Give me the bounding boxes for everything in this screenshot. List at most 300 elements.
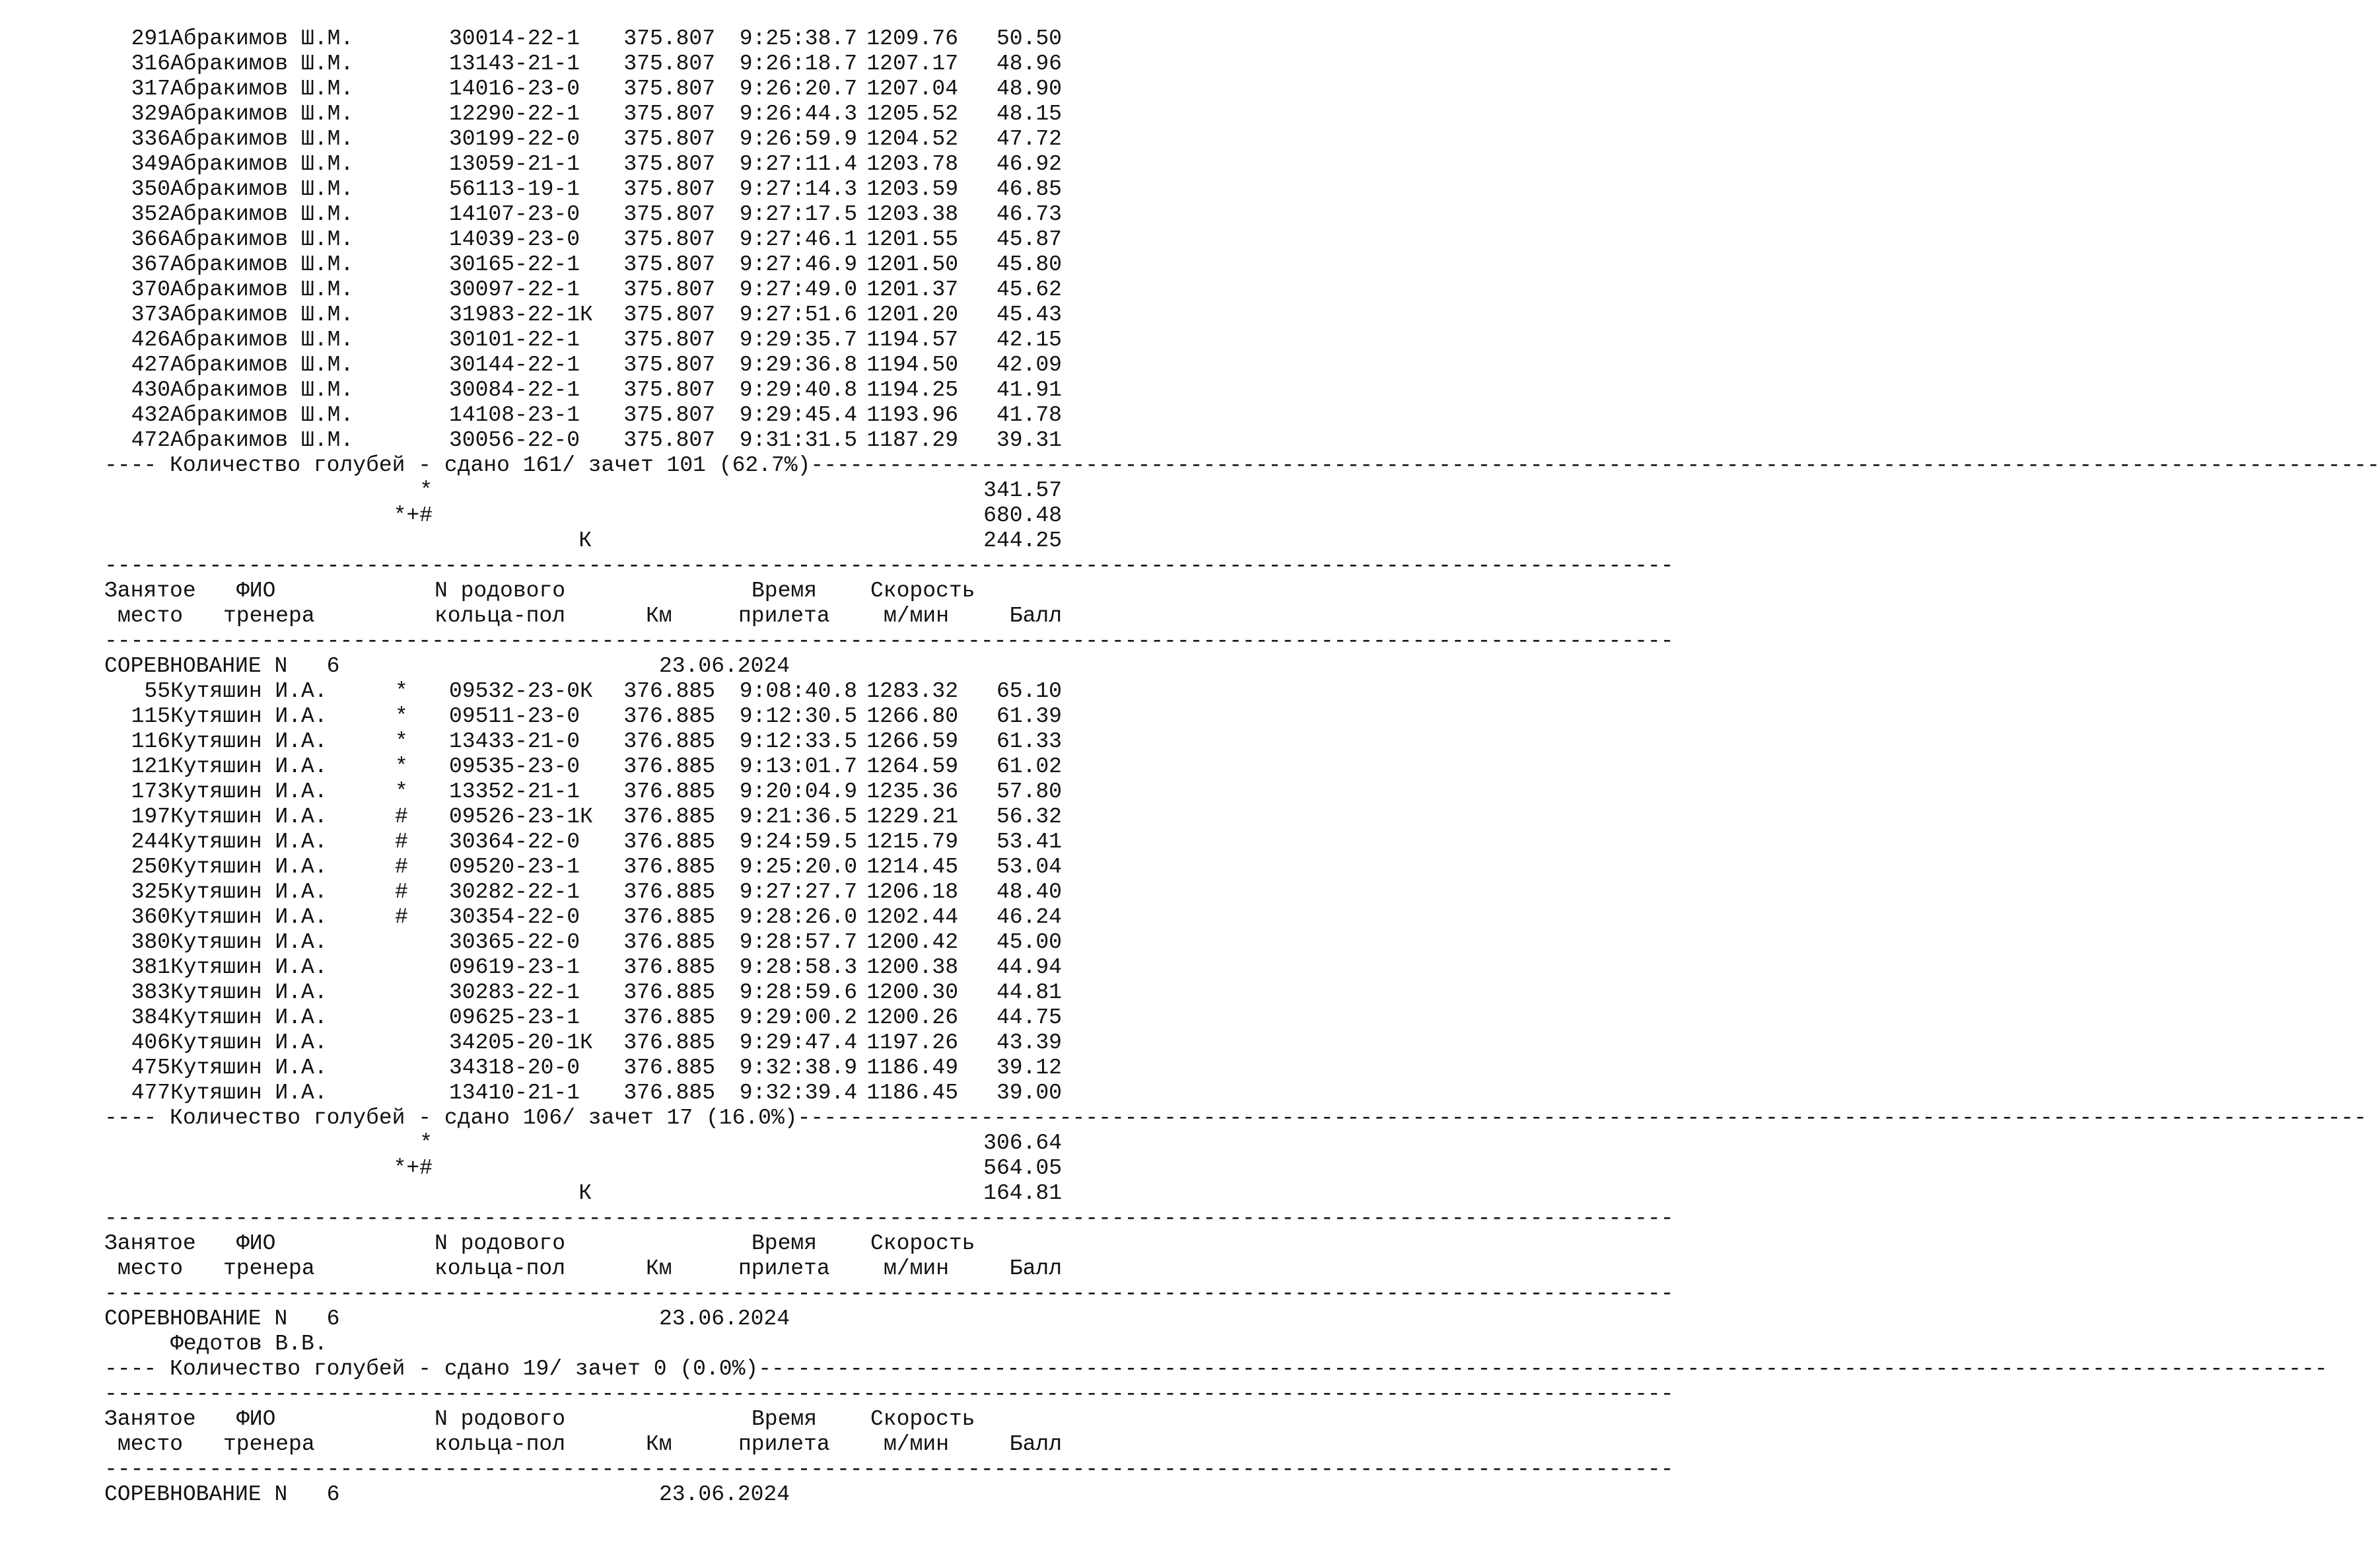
place-cell: 55 — [144, 679, 170, 703]
trainer-name-cell: Абракимов Ш.М. — [170, 152, 354, 176]
separator-dashes: ------------------------------------------------------------------------------------------------------------------------ — [104, 1457, 1674, 1482]
arrival-time-cell: 9:12:30.5 — [739, 704, 857, 729]
score-cell: 44.94 — [996, 955, 1062, 980]
speed-cell: 1214.45 — [866, 855, 958, 879]
header-ring-2: кольца-пол — [435, 1256, 566, 1281]
km-cell: 376.885 — [623, 905, 715, 929]
km-cell: 375.807 — [623, 378, 715, 402]
place-cell: 360 — [131, 905, 170, 929]
result-row — [104, 52, 1062, 77]
header-ring: N родового — [435, 579, 566, 603]
separator-line — [104, 554, 1674, 579]
totals-row — [104, 1181, 1062, 1206]
column-header-row-1 — [104, 579, 1062, 604]
ring-cell: 13410-21-1 — [449, 1081, 580, 1105]
place-cell: 381 — [131, 955, 170, 980]
km-cell: 375.807 — [623, 177, 715, 201]
km-cell: 375.807 — [623, 127, 715, 151]
trainer-name-cell: Кутяшин И.А. — [170, 880, 328, 904]
place-cell: 370 — [131, 277, 170, 302]
score-cell: 41.91 — [996, 378, 1062, 402]
trainer-name-cell: Кутяшин И.А. — [170, 704, 328, 729]
ring-cell: 13352-21-1 — [449, 779, 580, 804]
place-cell: 121 — [131, 754, 170, 779]
header-place-2: место — [118, 1256, 184, 1281]
score-cell: 41.78 — [996, 403, 1062, 427]
arrival-time-cell: 9:25:20.0 — [739, 855, 857, 879]
result-row — [104, 830, 1062, 855]
mark-cell: # — [395, 805, 408, 829]
speed-cell: 1197.26 — [866, 1030, 958, 1055]
header-time: Время — [752, 1231, 818, 1256]
km-cell: 376.885 — [623, 1056, 715, 1080]
km-cell: 376.885 — [623, 930, 715, 954]
header-time: Время — [752, 1407, 818, 1431]
speed-cell: 1203.59 — [866, 177, 958, 201]
result-row — [104, 102, 1062, 127]
header-time: Время — [752, 579, 818, 603]
column-header-row-2 — [104, 604, 1062, 629]
km-cell: 376.885 — [623, 1030, 715, 1055]
place-cell: 349 — [131, 152, 170, 176]
result-row — [104, 1056, 1062, 1081]
separator-dashes: ------------------------------------------------------------------------------------------------------------------------ — [104, 1206, 1674, 1231]
trainer-name-cell: Абракимов Ш.М. — [170, 177, 354, 201]
speed-cell: 1205.52 — [866, 102, 958, 126]
separator-line — [104, 1206, 1674, 1231]
km-cell: 375.807 — [623, 77, 715, 101]
speed-cell: 1200.26 — [866, 1005, 958, 1030]
totals-row — [104, 503, 1062, 528]
speed-cell: 1235.36 — [866, 779, 958, 804]
trainer-name-cell: Абракимов Ш.М. — [170, 403, 354, 427]
count-text: Количество голубей - сдано 161/ зачет 101 (62.7%) — [170, 453, 811, 478]
trainer-name-cell: Абракимов Ш.М. — [170, 353, 354, 377]
results-report — [104, 26, 2380, 1507]
competition-title-row — [104, 1482, 1062, 1507]
place-cell: 197 — [131, 805, 170, 829]
ring-cell: 13433-21-0 — [449, 729, 580, 754]
score-cell: 39.31 — [996, 428, 1062, 452]
result-row — [104, 955, 1062, 980]
place-cell: 430 — [131, 378, 170, 402]
arrival-time-cell: 9:28:57.7 — [739, 930, 857, 954]
totals-label: * — [419, 1131, 433, 1155]
header-km: Км — [646, 1256, 672, 1281]
speed-cell: 1194.25 — [866, 378, 958, 402]
trainer-name-cell: Абракимов Ш.М. — [170, 328, 354, 352]
trainer-name-cell: Кутяшин И.А. — [170, 830, 328, 854]
speed-cell: 1207.17 — [866, 52, 958, 76]
competition-title-row — [104, 1307, 1062, 1332]
totals-row — [104, 1156, 1062, 1181]
arrival-time-cell: 9:27:11.4 — [739, 152, 857, 176]
arrival-time-cell: 9:27:46.9 — [739, 252, 857, 277]
ring-cell: 30283-22-1 — [449, 980, 580, 1005]
count-summary-line — [104, 453, 2380, 478]
place-cell: 373 — [131, 303, 170, 327]
ring-cell: 09532-23-0К — [449, 679, 593, 703]
trainer-name-cell: Кутяшин И.А. — [170, 955, 328, 980]
place-cell: 432 — [131, 403, 170, 427]
speed-cell: 1266.80 — [866, 704, 958, 729]
trainer-name-cell: Кутяшин И.А. — [170, 1030, 328, 1055]
header-place-2: место — [118, 1432, 184, 1456]
km-cell: 376.885 — [623, 779, 715, 804]
ring-cell: 09511-23-0 — [449, 704, 580, 729]
arrival-time-cell: 9:27:51.6 — [739, 303, 857, 327]
separator-line — [104, 629, 1674, 654]
header-speed-2: м/мин — [884, 604, 950, 628]
score-cell: 45.00 — [996, 930, 1062, 954]
ring-cell: 30282-22-1 — [449, 880, 580, 904]
header-speed: Скорость — [870, 1231, 975, 1256]
arrival-time-cell: 9:28:26.0 — [739, 905, 857, 929]
place-cell: 426 — [131, 328, 170, 352]
km-cell: 375.807 — [623, 102, 715, 126]
result-row — [104, 980, 1062, 1005]
separator-line — [104, 1457, 1674, 1482]
arrival-time-cell: 9:27:14.3 — [739, 177, 857, 201]
speed-cell: 1193.96 — [866, 403, 958, 427]
ring-cell: 09619-23-1 — [449, 955, 580, 980]
km-cell: 376.885 — [623, 955, 715, 980]
speed-cell: 1204.52 — [866, 127, 958, 151]
speed-cell: 1209.76 — [866, 26, 958, 51]
ring-cell: 56113-19-1 — [449, 177, 580, 201]
result-row — [104, 252, 1062, 277]
count-trail-dashes: ------------------------------------------------------------------------------------------------------------------------ — [758, 1357, 2328, 1381]
header-place: Занятое — [104, 1407, 196, 1431]
score-cell: 48.90 — [996, 77, 1062, 101]
result-row — [104, 227, 1062, 252]
score-cell: 45.80 — [996, 252, 1062, 277]
separator-dashes: ------------------------------------------------------------------------------------------------------------------------ — [104, 1382, 1674, 1406]
trainer-name-cell: Кутяшин И.А. — [170, 1056, 328, 1080]
speed-cell: 1200.38 — [866, 955, 958, 980]
speed-cell: 1266.59 — [866, 729, 958, 754]
arrival-time-cell: 9:25:38.7 — [739, 26, 857, 51]
trainer-name-cell: Абракимов Ш.М. — [170, 227, 354, 252]
result-row — [104, 303, 1062, 328]
place-cell: 244 — [131, 830, 170, 854]
place-cell: 406 — [131, 1030, 170, 1055]
ring-cell: 30144-22-1 — [449, 353, 580, 377]
column-header-row-1 — [104, 1407, 1062, 1432]
arrival-time-cell: 9:28:58.3 — [739, 955, 857, 980]
km-cell: 375.807 — [623, 26, 715, 51]
score-cell: 45.87 — [996, 227, 1062, 252]
totals-row — [104, 478, 1062, 503]
mark-cell: * — [395, 779, 408, 804]
ring-cell: 14039-23-0 — [449, 227, 580, 252]
km-cell: 376.885 — [623, 980, 715, 1005]
separator-line — [104, 1382, 1674, 1407]
km-cell: 375.807 — [623, 252, 715, 277]
mark-cell: # — [395, 830, 408, 854]
totals-value: 244.25 — [983, 528, 1062, 553]
header-time-2: прилета — [738, 1432, 830, 1456]
km-cell: 376.885 — [623, 1005, 715, 1030]
header-time-2: прилета — [738, 604, 830, 628]
speed-cell: 1194.57 — [866, 328, 958, 352]
result-row — [104, 1081, 1062, 1106]
score-cell: 48.96 — [996, 52, 1062, 76]
competition-date: 23.06.2024 — [659, 654, 790, 678]
totals-label: *+# — [393, 503, 433, 528]
header-ring: N родового — [435, 1231, 566, 1256]
separator-dashes: ------------------------------------------------------------------------------------------------------------------------ — [104, 1281, 1674, 1306]
trainer-name-cell: Абракимов Ш.М. — [170, 252, 354, 277]
ring-cell: 30354-22-0 — [449, 905, 580, 929]
header-km: Км — [646, 604, 672, 628]
count-summary — [104, 1357, 2328, 1382]
score-cell: 57.80 — [996, 779, 1062, 804]
km-cell: 375.807 — [623, 303, 715, 327]
header-name-2: тренера — [223, 1432, 315, 1456]
mark-cell: * — [395, 679, 408, 703]
totals-value: 680.48 — [983, 503, 1062, 528]
count-summary-line — [104, 1106, 2367, 1131]
result-row — [104, 277, 1062, 303]
ring-cell: 30097-22-1 — [449, 277, 580, 302]
km-cell: 375.807 — [623, 152, 715, 176]
place-cell: 383 — [131, 980, 170, 1005]
arrival-time-cell: 9:21:36.5 — [739, 805, 857, 829]
totals-value: 341.57 — [983, 478, 1062, 503]
competition-title-row — [104, 654, 1062, 679]
result-row — [104, 779, 1062, 805]
result-row — [104, 353, 1062, 378]
ring-cell: 31983-22-1К — [449, 303, 593, 327]
trainer-name-cell: Абракимов Ш.М. — [170, 277, 354, 302]
trainer-name-cell: Абракимов Ш.М. — [170, 202, 354, 227]
km-cell: 376.885 — [623, 830, 715, 854]
score-cell: 61.39 — [996, 704, 1062, 729]
count-trail-dashes: ------------------------------------------------------------------------------------------------------------------------ — [810, 453, 2380, 478]
ring-cell: 34205-20-1К — [449, 1030, 593, 1055]
place-cell: 384 — [131, 1005, 170, 1030]
count-summary — [104, 1106, 2367, 1131]
ring-cell: 13059-21-1 — [449, 152, 580, 176]
result-row — [104, 905, 1062, 930]
mark-cell: * — [395, 754, 408, 779]
competition-title: СОРЕВНОВАНИЕ N 6 — [104, 1307, 340, 1331]
arrival-time-cell: 9:08:40.8 — [739, 679, 857, 703]
place-cell: 477 — [131, 1081, 170, 1105]
speed-cell: 1187.29 — [866, 428, 958, 452]
trainer-name-cell: Абракимов Ш.М. — [170, 303, 354, 327]
km-cell: 376.885 — [623, 805, 715, 829]
speed-cell: 1200.42 — [866, 930, 958, 954]
arrival-time-cell: 9:29:47.4 — [739, 1030, 857, 1055]
ring-cell: 30101-22-1 — [449, 328, 580, 352]
result-row — [104, 177, 1062, 202]
speed-cell: 1186.49 — [866, 1056, 958, 1080]
km-cell: 375.807 — [623, 227, 715, 252]
place-cell: 317 — [131, 77, 170, 101]
header-speed: Скорость — [870, 579, 975, 603]
header-place-2: место — [118, 604, 184, 628]
trainer-name-cell: Абракимов Ш.М. — [170, 77, 354, 101]
header-km: Км — [646, 1432, 672, 1456]
arrival-time-cell: 9:26:20.7 — [739, 77, 857, 101]
totals-value: 564.05 — [983, 1156, 1062, 1180]
score-cell: 48.15 — [996, 102, 1062, 126]
header-score: Балл — [1009, 1432, 1062, 1456]
result-row — [104, 26, 1062, 52]
trainer-name-cell: Кутяшин И.А. — [170, 855, 328, 879]
header-speed: Скорость — [870, 1407, 975, 1431]
competition-date: 23.06.2024 — [659, 1307, 790, 1331]
arrival-time-cell: 9:29:40.8 — [739, 378, 857, 402]
speed-cell: 1203.38 — [866, 202, 958, 227]
count-summary-line — [104, 1357, 2328, 1382]
result-row — [104, 77, 1062, 102]
mark-cell: * — [395, 704, 408, 729]
header-score: Балл — [1009, 604, 1062, 628]
km-cell: 376.885 — [623, 679, 715, 703]
trainer-name-cell: Кутяшин И.А. — [170, 805, 328, 829]
speed-cell: 1201.20 — [866, 303, 958, 327]
trainer-name-cell: Абракимов Ш.М. — [170, 102, 354, 126]
speed-cell: 1283.32 — [866, 679, 958, 703]
trainer-name-cell: Кутяшин И.А. — [170, 679, 328, 703]
ring-cell: 09526-23-1К — [449, 805, 593, 829]
mark-cell: # — [395, 880, 408, 904]
ring-cell: 09625-23-1 — [449, 1005, 580, 1030]
speed-cell: 1215.79 — [866, 830, 958, 854]
count-lead-dashes: ---- — [104, 453, 170, 478]
count-text: Количество голубей - сдано 19/ зачет 0 (0.0%) — [170, 1357, 759, 1381]
arrival-time-cell: 9:32:39.4 — [739, 1081, 857, 1105]
place-cell: 291 — [131, 26, 170, 51]
arrival-time-cell: 9:32:38.9 — [739, 1056, 857, 1080]
ring-cell: 30165-22-1 — [449, 252, 580, 277]
ring-cell: 30199-22-0 — [449, 127, 580, 151]
ring-cell: 14107-23-0 — [449, 202, 580, 227]
speed-cell: 1194.50 — [866, 353, 958, 377]
ring-cell: 30365-22-0 — [449, 930, 580, 954]
mark-cell: # — [395, 905, 408, 929]
ring-cell: 09535-23-0 — [449, 754, 580, 779]
mark-cell: # — [395, 855, 408, 879]
arrival-time-cell: 9:24:59.5 — [739, 830, 857, 854]
result-row — [104, 679, 1062, 704]
trainer-name-cell: Кутяшин И.А. — [170, 779, 328, 804]
arrival-time-cell: 9:26:59.9 — [739, 127, 857, 151]
result-row — [104, 378, 1062, 403]
place-cell: 352 — [131, 202, 170, 227]
place-cell: 336 — [131, 127, 170, 151]
score-cell: 48.40 — [996, 880, 1062, 904]
header-name-2: тренера — [223, 604, 315, 628]
competition-date: 23.06.2024 — [659, 1482, 790, 1507]
ring-cell: 30084-22-1 — [449, 378, 580, 402]
arrival-time-cell: 9:26:18.7 — [739, 52, 857, 76]
arrival-time-cell: 9:29:36.8 — [739, 353, 857, 377]
count-lead-dashes: ---- — [104, 1357, 170, 1381]
km-cell: 376.885 — [623, 754, 715, 779]
score-cell: 45.43 — [996, 303, 1062, 327]
result-row — [104, 328, 1062, 353]
score-cell: 61.33 — [996, 729, 1062, 754]
header-name: ФИО — [236, 1231, 276, 1256]
trainer-name-cell: Кутяшин И.А. — [170, 1005, 328, 1030]
arrival-time-cell: 9:13:01.7 — [739, 754, 857, 779]
place-cell: 116 — [131, 729, 170, 754]
competition-title: СОРЕВНОВАНИЕ N 6 — [104, 654, 340, 678]
arrival-time-cell: 9:27:27.7 — [739, 880, 857, 904]
header-ring-2: кольца-пол — [435, 604, 566, 628]
speed-cell: 1207.04 — [866, 77, 958, 101]
result-row — [104, 805, 1062, 830]
score-cell: 65.10 — [996, 679, 1062, 703]
place-cell: 350 — [131, 177, 170, 201]
score-cell: 42.15 — [996, 328, 1062, 352]
result-row — [104, 403, 1062, 428]
place-cell: 367 — [131, 252, 170, 277]
result-row — [104, 152, 1062, 177]
speed-cell: 1229.21 — [866, 805, 958, 829]
km-cell: 375.807 — [623, 353, 715, 377]
km-cell: 375.807 — [623, 428, 715, 452]
trainer-name-cell: Кутяшин И.А. — [170, 980, 328, 1005]
mark-cell: * — [395, 729, 408, 754]
count-lead-dashes: ---- — [104, 1106, 170, 1130]
result-row — [104, 930, 1062, 955]
km-cell: 376.885 — [623, 1081, 715, 1105]
header-ring-2: кольца-пол — [435, 1432, 566, 1456]
ring-cell: 30364-22-0 — [449, 830, 580, 854]
place-cell: 427 — [131, 353, 170, 377]
km-cell: 376.885 — [623, 704, 715, 729]
column-header-row-2 — [104, 1432, 1062, 1457]
trainer-name-cell: Кутяшин И.А. — [170, 754, 328, 779]
place-cell: 115 — [131, 704, 170, 729]
arrival-time-cell: 9:26:44.3 — [739, 102, 857, 126]
result-row — [104, 880, 1062, 905]
ring-cell: 14016-23-0 — [449, 77, 580, 101]
score-cell: 50.50 — [996, 26, 1062, 51]
header-score: Балл — [1009, 1256, 1062, 1281]
header-speed-2: м/мин — [884, 1432, 950, 1456]
result-row — [104, 704, 1062, 729]
trainer-name-cell: Абракимов Ш.М. — [170, 378, 354, 402]
score-cell: 53.04 — [996, 855, 1062, 879]
result-row — [104, 754, 1062, 779]
speed-cell: 1201.50 — [866, 252, 958, 277]
count-trail-dashes: ------------------------------------------------------------------------------------------------------------------------ — [797, 1106, 2367, 1130]
place-cell: 329 — [131, 102, 170, 126]
count-text: Количество голубей - сдано 106/ зачет 17 (16.0%) — [170, 1106, 798, 1130]
separator-line — [104, 1281, 1674, 1307]
place-cell: 316 — [131, 52, 170, 76]
header-time-2: прилета — [738, 1256, 830, 1281]
score-cell: 61.02 — [996, 754, 1062, 779]
header-name: ФИО — [236, 1407, 276, 1431]
totals-label: *+# — [393, 1156, 433, 1180]
arrival-time-cell: 9:20:04.9 — [739, 779, 857, 804]
place-cell: 366 — [131, 227, 170, 252]
result-row — [104, 1005, 1062, 1030]
ring-cell: 12290-22-1 — [449, 102, 580, 126]
score-cell: 44.75 — [996, 1005, 1062, 1030]
header-speed-2: м/мин — [884, 1256, 950, 1281]
score-cell: 44.81 — [996, 980, 1062, 1005]
km-cell: 376.885 — [623, 855, 715, 879]
place-cell: 475 — [131, 1056, 170, 1080]
